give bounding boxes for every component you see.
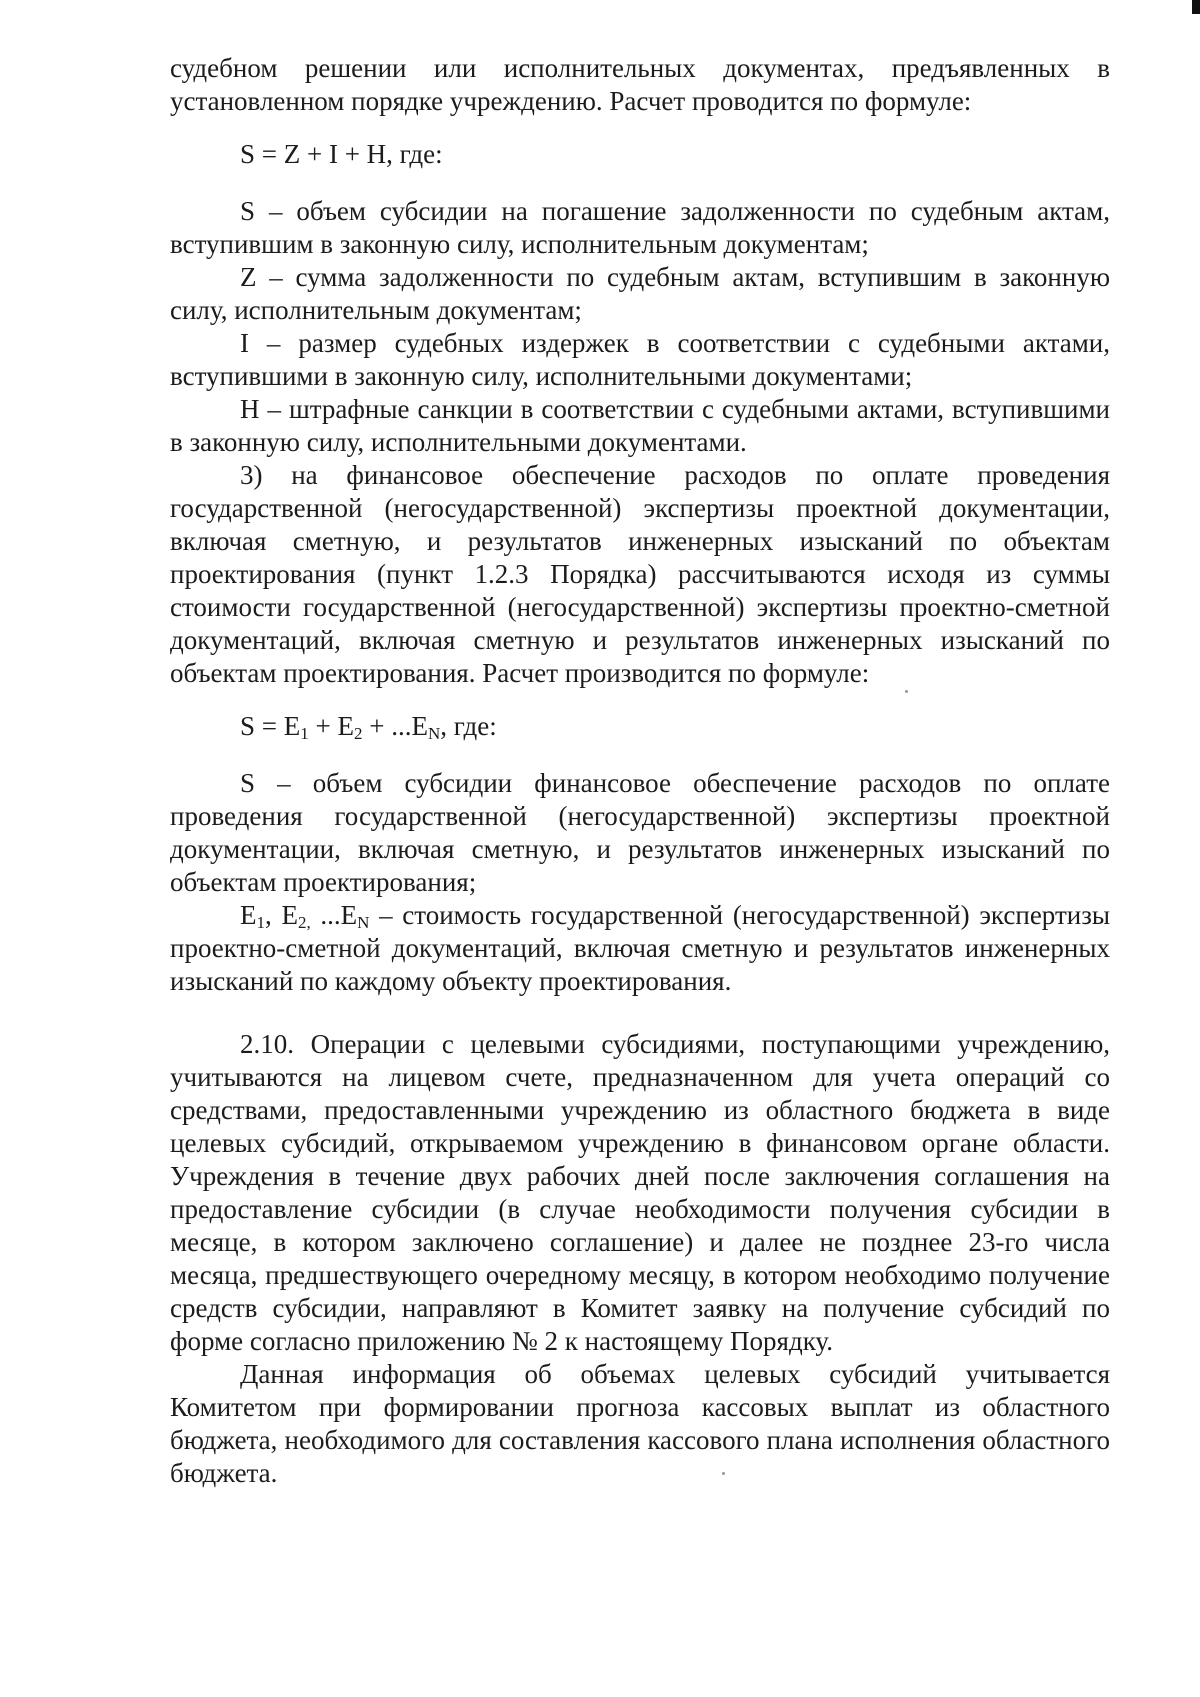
paragraph-2-10: 2.10. Операции с целевыми субсидиями, поступающими учреждению, учитываются на лицевом счете, предназначенном для учета операций со средствами, предоставленными учреждению из областного бюджета в виде целевых субсидий, открываемом учреждению в финансовом органе области. Учреждения в течение двух рабочих дней после заключения соглашения на предоставление субсидии (в случае необходимости получения субсидии в месяце, в котором заключено соглашение) и далее не позднее 23-го числа месяца, предшествующего очередному месяцу, в котором необходимо получение средств субсидии, направляют в Комитет заявку на получение субсидий по форме согласно приложению № 2 к настоящему Порядку. <box>170 1029 1110 1356</box>
def-e-text: – стоимость государственной (негосударственной) экспертизы проектно-сметной документаций, включая сметную и результатов инженерных изысканий по каждому объекту проектирования. <box>170 900 1110 996</box>
paragraph-final: Данная информация об объемах целевых субсидий учитывается Комитетом при формировании прогноза кассовых выплат из областного бюджета, необходимого для составления кассового плана исполнения областного бюджета. <box>170 1359 1110 1488</box>
item-3-expertise: 3) на финансовое обеспечение расходов по оплате проведения государственной (негосударственной) экспертизы проектной документации, включая сметную, и результатов инженерных изысканий по объектам проектирования (пункт 1.2.3 Порядка) рассчитываются исходя из суммы стоимости государственной (негосударственной) экспертизы проектно-сметной документаций, включая сметную и результатов инженерных изысканий по объектам проектирования. Расчет производится по формуле: <box>170 460 1110 688</box>
document-page <box>170 52 1110 1490</box>
definition-i: I – размер судебных издержек в соответствии с судебными актами, вступившими в законную силу, исполнительными документами; <box>170 328 1110 391</box>
def-e2-sub: 2, <box>297 913 311 932</box>
formula2-tail: , где: <box>440 711 497 741</box>
def-e-sep2: ...E <box>310 900 358 930</box>
definition-h: H – штрафные санкции в соответствии с судебными актами, вступившими в законную силу, исполнительными документами. <box>170 394 1110 457</box>
formula2-plus-dots: + ...E <box>362 711 428 741</box>
formula-s-sum-e <box>170 710 1110 743</box>
formula-s-zih: S = Z + I + H, где: <box>240 139 443 169</box>
definition-s-expertise: S – объем субсидии финансовое обеспечение расходов по оплате проведения государственной (негосударственной) экспертизы проектной документации, включая сметную, и результатов инженерных изысканий по объектам проектирования; <box>170 768 1110 897</box>
formula2-subN: N <box>427 724 441 743</box>
paragraph-intro: судебном решении или исполнительных документах, предъявленных в установленном порядке учреждению. Расчет проводится по формуле: <box>170 53 1110 116</box>
definition-s-debt: S – объем субсидии на погашение задолженности по судебным актам, вступившим в законную силу, исполнительным документам; <box>170 196 1110 259</box>
formula2-sub1: 1 <box>300 724 309 743</box>
def-eN-sub: N <box>357 913 370 932</box>
definition-e <box>170 899 1110 998</box>
scan-corner-mark <box>1192 0 1200 14</box>
def-e1: E <box>240 900 257 930</box>
definition-z: Z – сумма задолженности по судебным актам, вступившим в законную силу, исполнительным документам; <box>170 262 1110 325</box>
formula2-lhs: S = E <box>240 711 301 741</box>
formula2-plus2: + E <box>308 711 354 741</box>
def-e-sep1: , E <box>265 900 298 930</box>
def-e1-sub: 1 <box>256 913 265 932</box>
formula2-sub2: 2 <box>353 724 363 743</box>
